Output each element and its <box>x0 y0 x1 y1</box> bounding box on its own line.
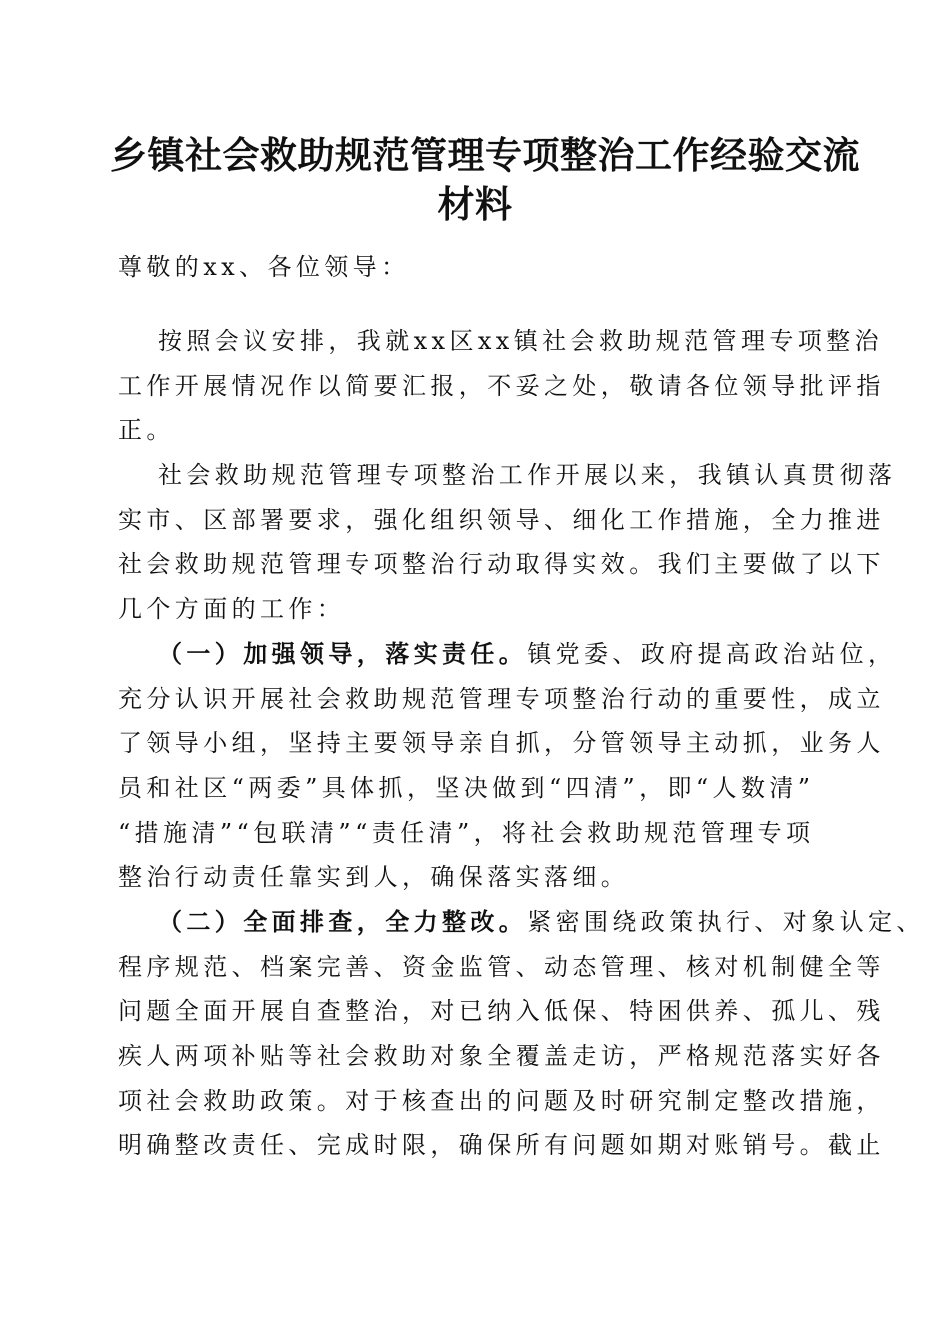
document-title-line-2: 材料 <box>437 182 513 226</box>
document-title-line-1: 乡镇社会救助规范管理专项整治工作经验交流 <box>110 133 860 177</box>
paragraph-2-line: 实市、区部署要求，强化组织领导、细化工作措施，全力推进 <box>118 506 885 534</box>
section-heading-1: （一）加强领导，落实责任。 <box>158 639 528 668</box>
paragraph-1-line: 正。 <box>118 416 175 444</box>
paragraph-4-line: 疾人两项补贴等社会救助对象全覆盖走访，严格规范落实好各 <box>118 1042 885 1070</box>
paragraph-4-line: 项社会救助政策。对于核查出的问题及时研究制定整改措施， <box>118 1087 885 1115</box>
paragraph-4-line: 明确整改责任、完成时限，确保所有问题如期对账销号。截止 <box>118 1131 885 1159</box>
paragraph-2-line: 社会救助规范管理专项整治工作开展以来，我镇认真贯彻落 <box>158 461 897 489</box>
paragraph-3-line: 了领导小组，坚持主要领导亲自抓，分管领导主动抓，业务人 <box>118 729 885 757</box>
paragraph-3-line: 整治行动责任靠实到人，确保落实落细。 <box>118 863 630 891</box>
paragraph-4-first-line-rest: 紧密围绕政策执行、对象认定、 <box>527 908 925 936</box>
paragraph-2-line: 几个方面的工作： <box>118 595 346 623</box>
paragraph-3-line: “措施清”“包联清”“责任清”，将社会救助规范管理专项 <box>118 819 815 847</box>
paragraph-1-line: 按照会议安排，我就xx区xx镇社会救助规范管理专项整治 <box>158 327 883 355</box>
paragraph-3-first-line-rest: 镇党委、政府提高政治站位， <box>527 640 897 668</box>
salutation: 尊敬的xx、各位领导： <box>118 253 410 281</box>
paragraph-4-line: 程序规范、档案完善、资金监管、动态管理、核对机制健全等 <box>118 953 885 981</box>
paragraph-4-first-line <box>158 907 925 937</box>
paragraph-1-line: 工作开展情况作以简要汇报，不妥之处，敬请各位领导批评指 <box>118 372 885 400</box>
paragraph-2-line: 社会救助规范管理专项整治行动取得实效。我们主要做了以下 <box>118 550 885 578</box>
paragraph-4-line: 问题全面开展自查整治，对已纳入低保、特困供养、孤儿、残 <box>118 997 885 1025</box>
paragraph-3-line: 员和社区“两委”具体抓，坚决做到“四清”，即“人数清” <box>118 774 815 802</box>
paragraph-3-first-line <box>158 639 897 669</box>
paragraph-3-line: 充分认识开展社会救助规范管理专项整治行动的重要性，成立 <box>118 685 885 713</box>
section-heading-2: （二）全面排查，全力整改。 <box>158 907 528 936</box>
